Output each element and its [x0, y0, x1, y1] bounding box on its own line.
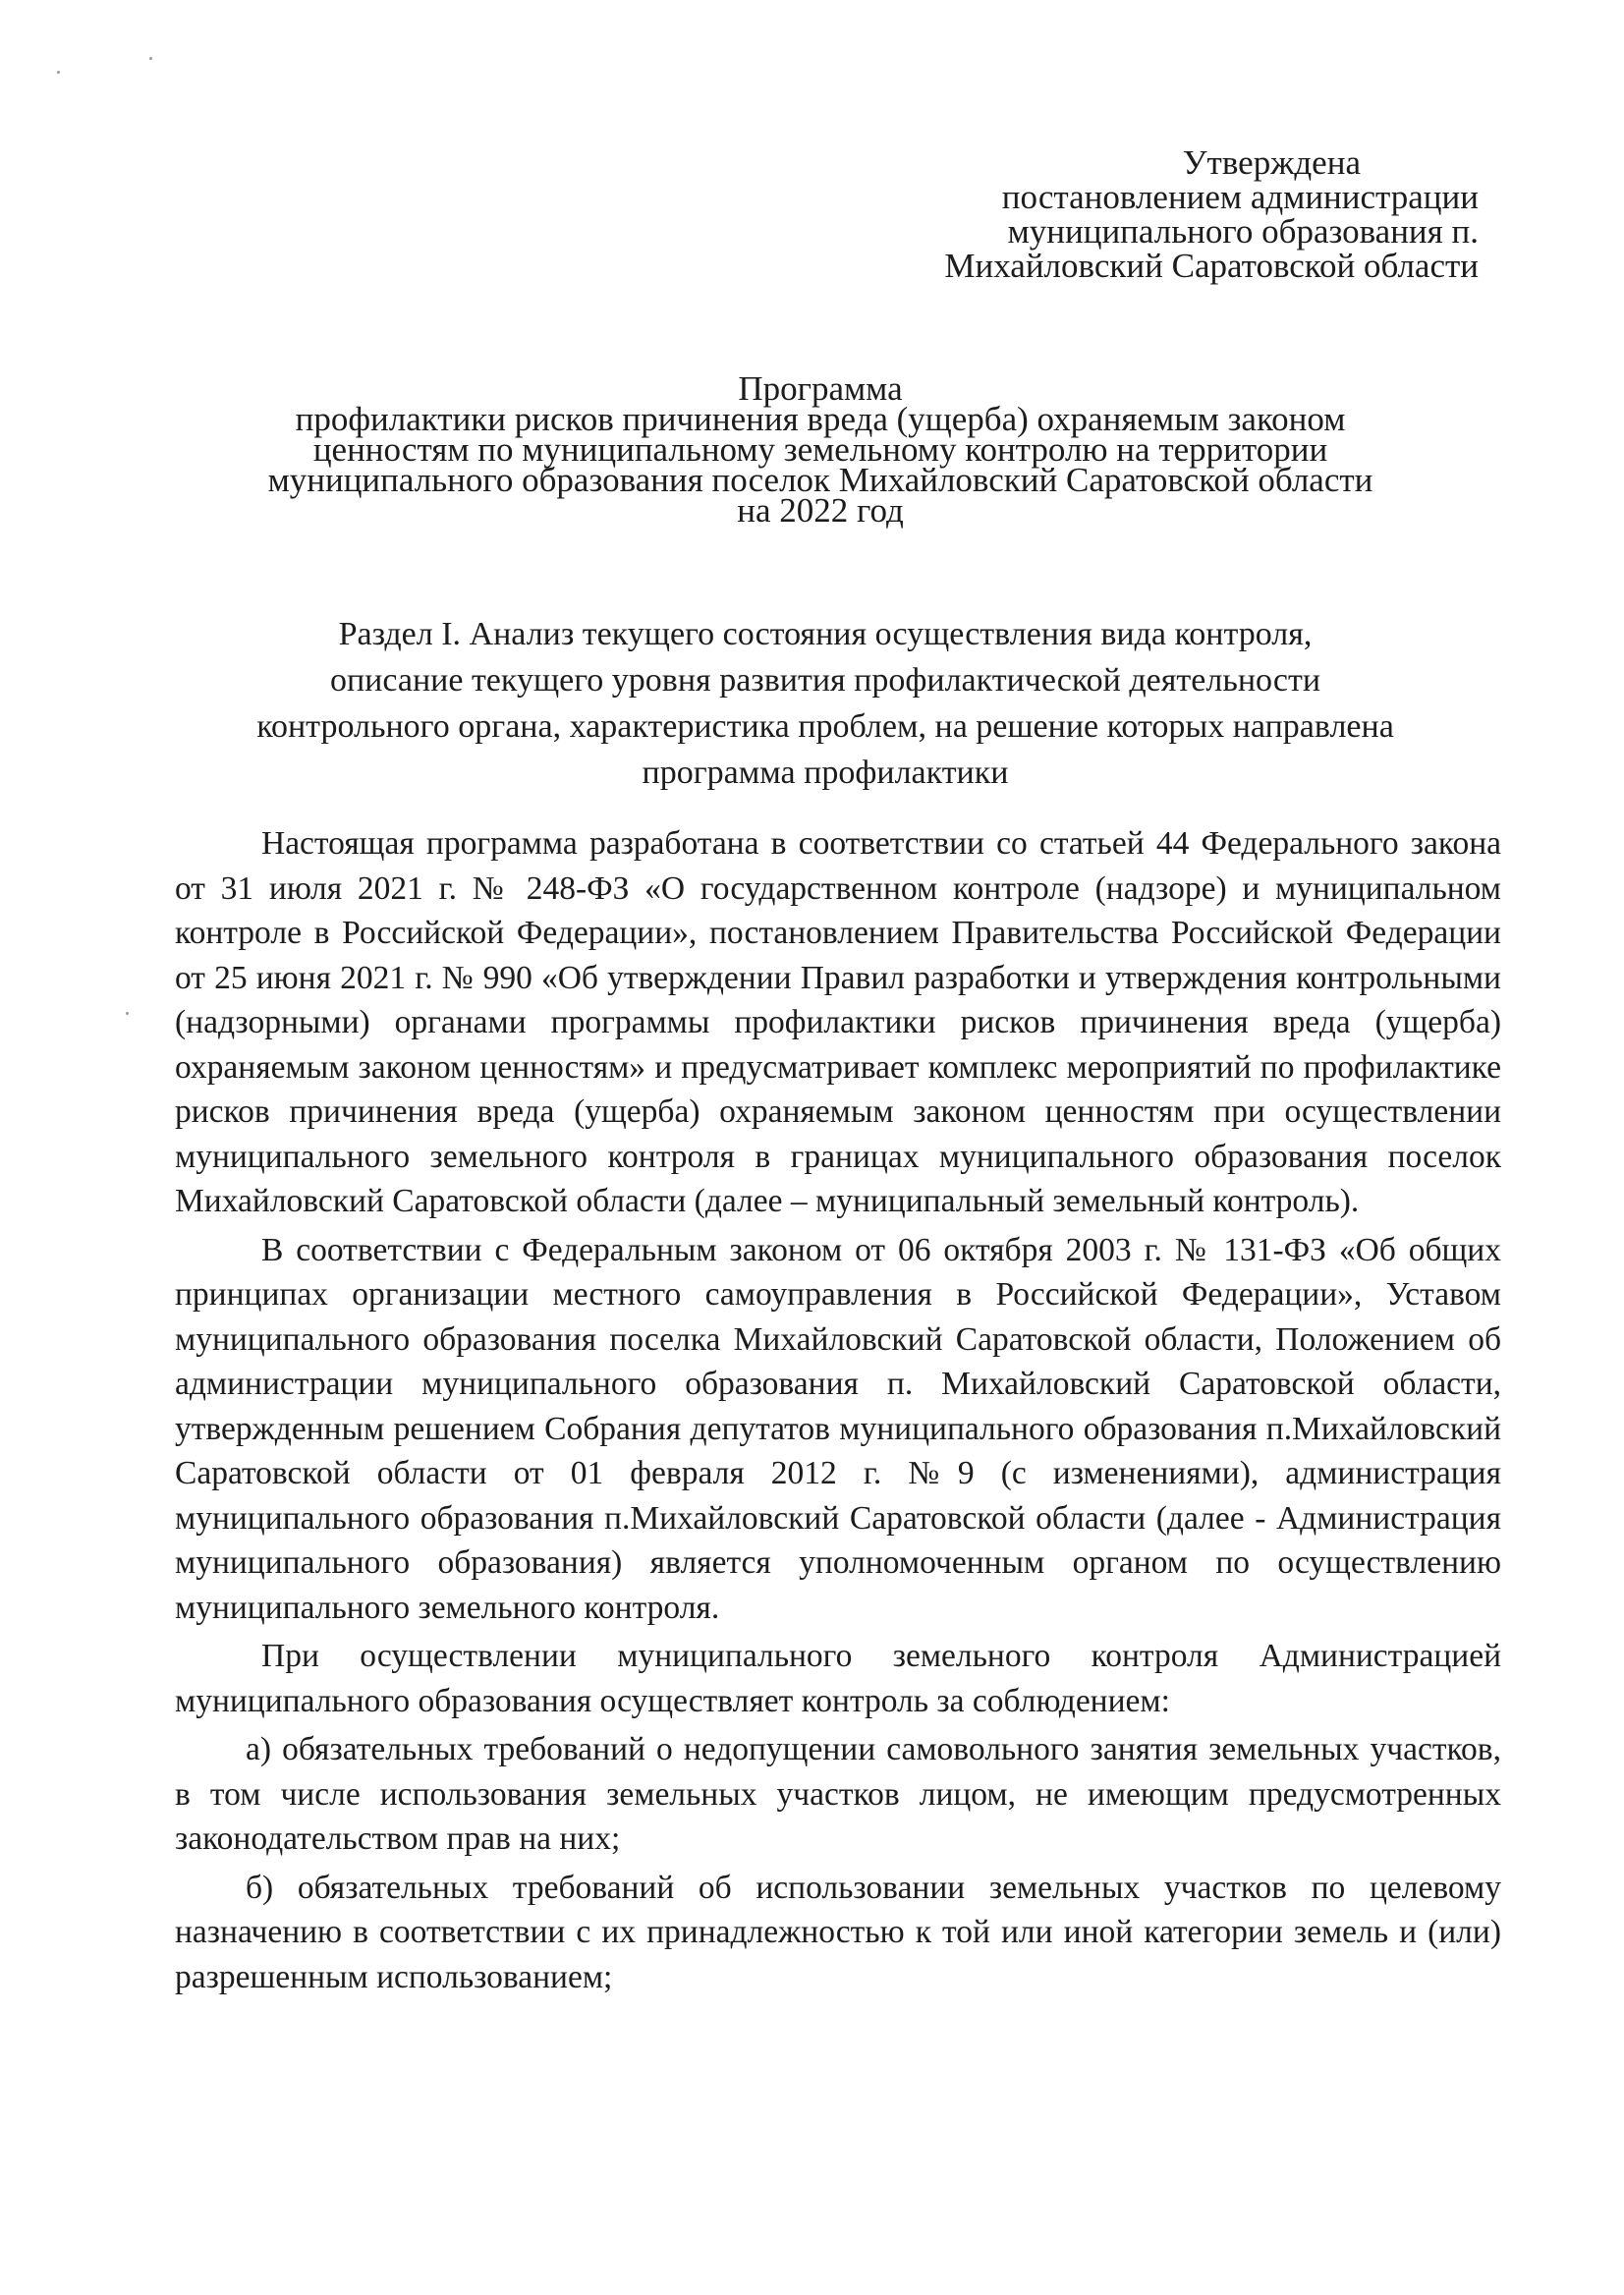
title-line: Программа [738, 369, 903, 408]
title-line: ценностям по муниципальному земельному контролю на территории [312, 430, 1328, 469]
title-line: профилактики рисков причинения вреда (ущерба) охраняемым законом [295, 400, 1346, 438]
section-heading-line: описание текущего уровня развития профилактической деятельности [329, 662, 1321, 699]
section-heading-line: программа профилактики [642, 755, 1009, 791]
list-item-paragraph: а) обязательных требований о недопущении самовольного занятия земельных участков, в том числе использования земельных участков лицом, не имеющим предусмотренных законодательством прав на них; [175, 1731, 1501, 1857]
body-text [175, 821, 1501, 1999]
body-paragraph: В соответствии с Федеральным законом от 06 октября 2003 г. № 131-ФЗ «Об общих принципах организации местного самоуправления в Российской Федерации», Уставом муниципального образования поселка Михайловский Саратовской области, Положением об администрации муниципального образования п. Михайловский Саратовской области, утвержденным решением Собрания депутатов муниципального образования п.Михайловский Саратовской области от 01 февраля 2012 г. №9 (с изменениями), администрация муниципального образования п.Михайловский Саратовской области (далее - Администрация муниципального образования) является уполномоченным органом по осуществлению муниципального земельного контроля. [175, 1231, 1501, 1626]
body-paragraph: Настоящая программа разработана в соответствии со статьей 44 Федерального закона от 31 июля 2021 г. № 248-ФЗ «О государственном контроле (надзоре) и муниципальном контроле в Российской Федерации», постановлением Правительства Российской Федерации от 25 июня 2021 г. № 990 «Об утверждении Правил разработки и утверждения контрольными (надзорными) органами программы профилактики рисков причинения вреда (ущерба) охраняемым законом ценностям» и предусматривает комплекс мероприятий по профилактике рисков причинения вреда (ущерба) охраняемым законом ценностям при осуществлении муниципального земельного контроля в границах муниципального образования поселок Михайловский Саратовской области (далее – муниципальный земельный контроль). [175, 825, 1501, 1219]
title-line: на 2022 год [737, 491, 904, 530]
scan-artifact-dot [57, 71, 60, 74]
body-paragraph: При осуществлении муниципального земельного контроля Администрацией муниципального образования осуществляет контроль за соблюдением: [175, 1638, 1501, 1719]
document-title [162, 369, 1479, 530]
approval-line: Михайловский Саратовской области [944, 247, 1479, 285]
scan-artifact-dot [149, 57, 152, 60]
approval-line: постановлением администрации [1001, 178, 1479, 216]
section-heading-line: Раздел I. Анализ текущего состояния осуществления вида контроля, [338, 616, 1313, 652]
list-item-paragraph: б) обязательных требований об использовании земельных участков по целевому назначению в соответствии с их принадлежностью к той или иной категории земель и (или) разрешенным использованием; [175, 1869, 1501, 1995]
title-line: муниципального образования поселок Михайловский Саратовской области [267, 461, 1373, 499]
approval-line: муниципального образования п. [1007, 212, 1479, 251]
section-heading [157, 611, 1493, 796]
section-heading-line: контрольного органа, характеристика проблем, на решение которых направлена [256, 708, 1394, 745]
scan-artifact-dot [126, 1012, 129, 1015]
approval-stamp-block [850, 145, 1479, 283]
approval-line: Утверждена [1182, 143, 1361, 182]
